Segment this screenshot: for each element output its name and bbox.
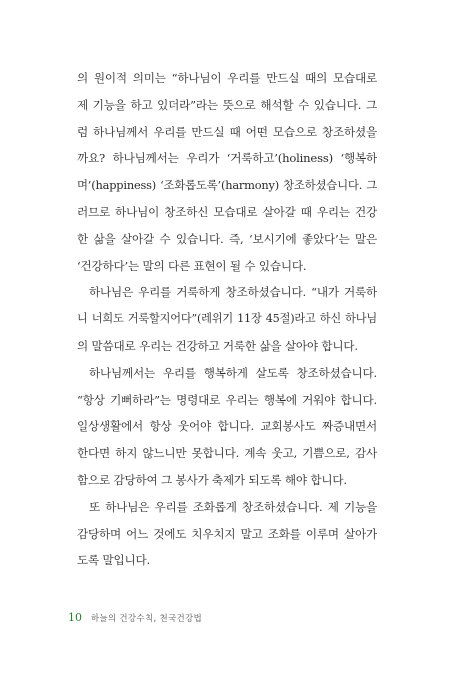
text-line: 까요? 하나님께서는 우리가 ‘거룩하고’(holiness) ‘행복하 (77, 151, 377, 166)
text-line: “항상 기뻐하라”는 명령대로 우리는 행복에 거워야 합니다. (77, 392, 377, 407)
text-line: 하나님께서는 우리를 행복하게 살도록 창조하셨습니다. (89, 365, 377, 380)
body-text (77, 65, 377, 574)
text-line: 하나님은 우리를 거룩하게 창조하셨습니다. “내가 거룩하 (89, 285, 377, 300)
page-number: 10 (68, 611, 82, 624)
text-line: 제 기능을 하고 있더라”라는 뜻으로 해석할 수 있습니다. 그 (77, 97, 377, 112)
page-footer (68, 611, 202, 624)
text-line: 한 삶을 살아갈 수 있습니다. 즉, ‘보시기에 좋았다’는 말은 (77, 231, 377, 246)
text-line: 일상생활에서 항상 웃어야 합니다. 교회봉사도 짜증내면서 (77, 419, 377, 434)
text-line: 함으로 감당하여 그 봉사가 축제가 되도록 해야 합니다. (77, 472, 347, 487)
text-line: ‘건강하다’는 말의 다른 표현이 될 수 있습니다. (77, 258, 307, 273)
text-line: 러므로 하나님이 창조하신 모습대로 살아갈 때 우리는 건강 (77, 204, 377, 219)
text-line: 의 말씀대로 우리는 건강하고 거룩한 삶을 살아야 합니다. (77, 338, 358, 353)
text-line: 며’(happiness) ‘조화롭도록’(harmony) 창조하셨습니다. 그 (77, 178, 377, 193)
text-line: 의 원이적 의미는 “하나님이 우리를 만드실 때의 모습대로 (77, 71, 377, 85)
text-line: 한다면 하지 않느니만 못합니다. 계속 웃고, 기쁨으로, 감사 (77, 446, 377, 461)
text-line: 또 하나님은 우리를 조화롭게 창조하셨습니다. 제 기능을 (89, 499, 377, 514)
text-line: 도록 말입니다. (77, 553, 150, 568)
text-line: 럼 하나님께서 우리를 만드실 때 어떤 모습으로 창조하셨을 (77, 124, 377, 139)
text-line: 니 너희도 거룩할지어다”(레위기 11장 45절)라고 하신 하나님 (77, 312, 377, 326)
text-line: 감당하며 어느 것에도 치우치지 말고 조화를 이루며 살아가 (77, 526, 377, 541)
running-title: 하늘의 건강수칙, 천국건강법 (90, 614, 203, 624)
